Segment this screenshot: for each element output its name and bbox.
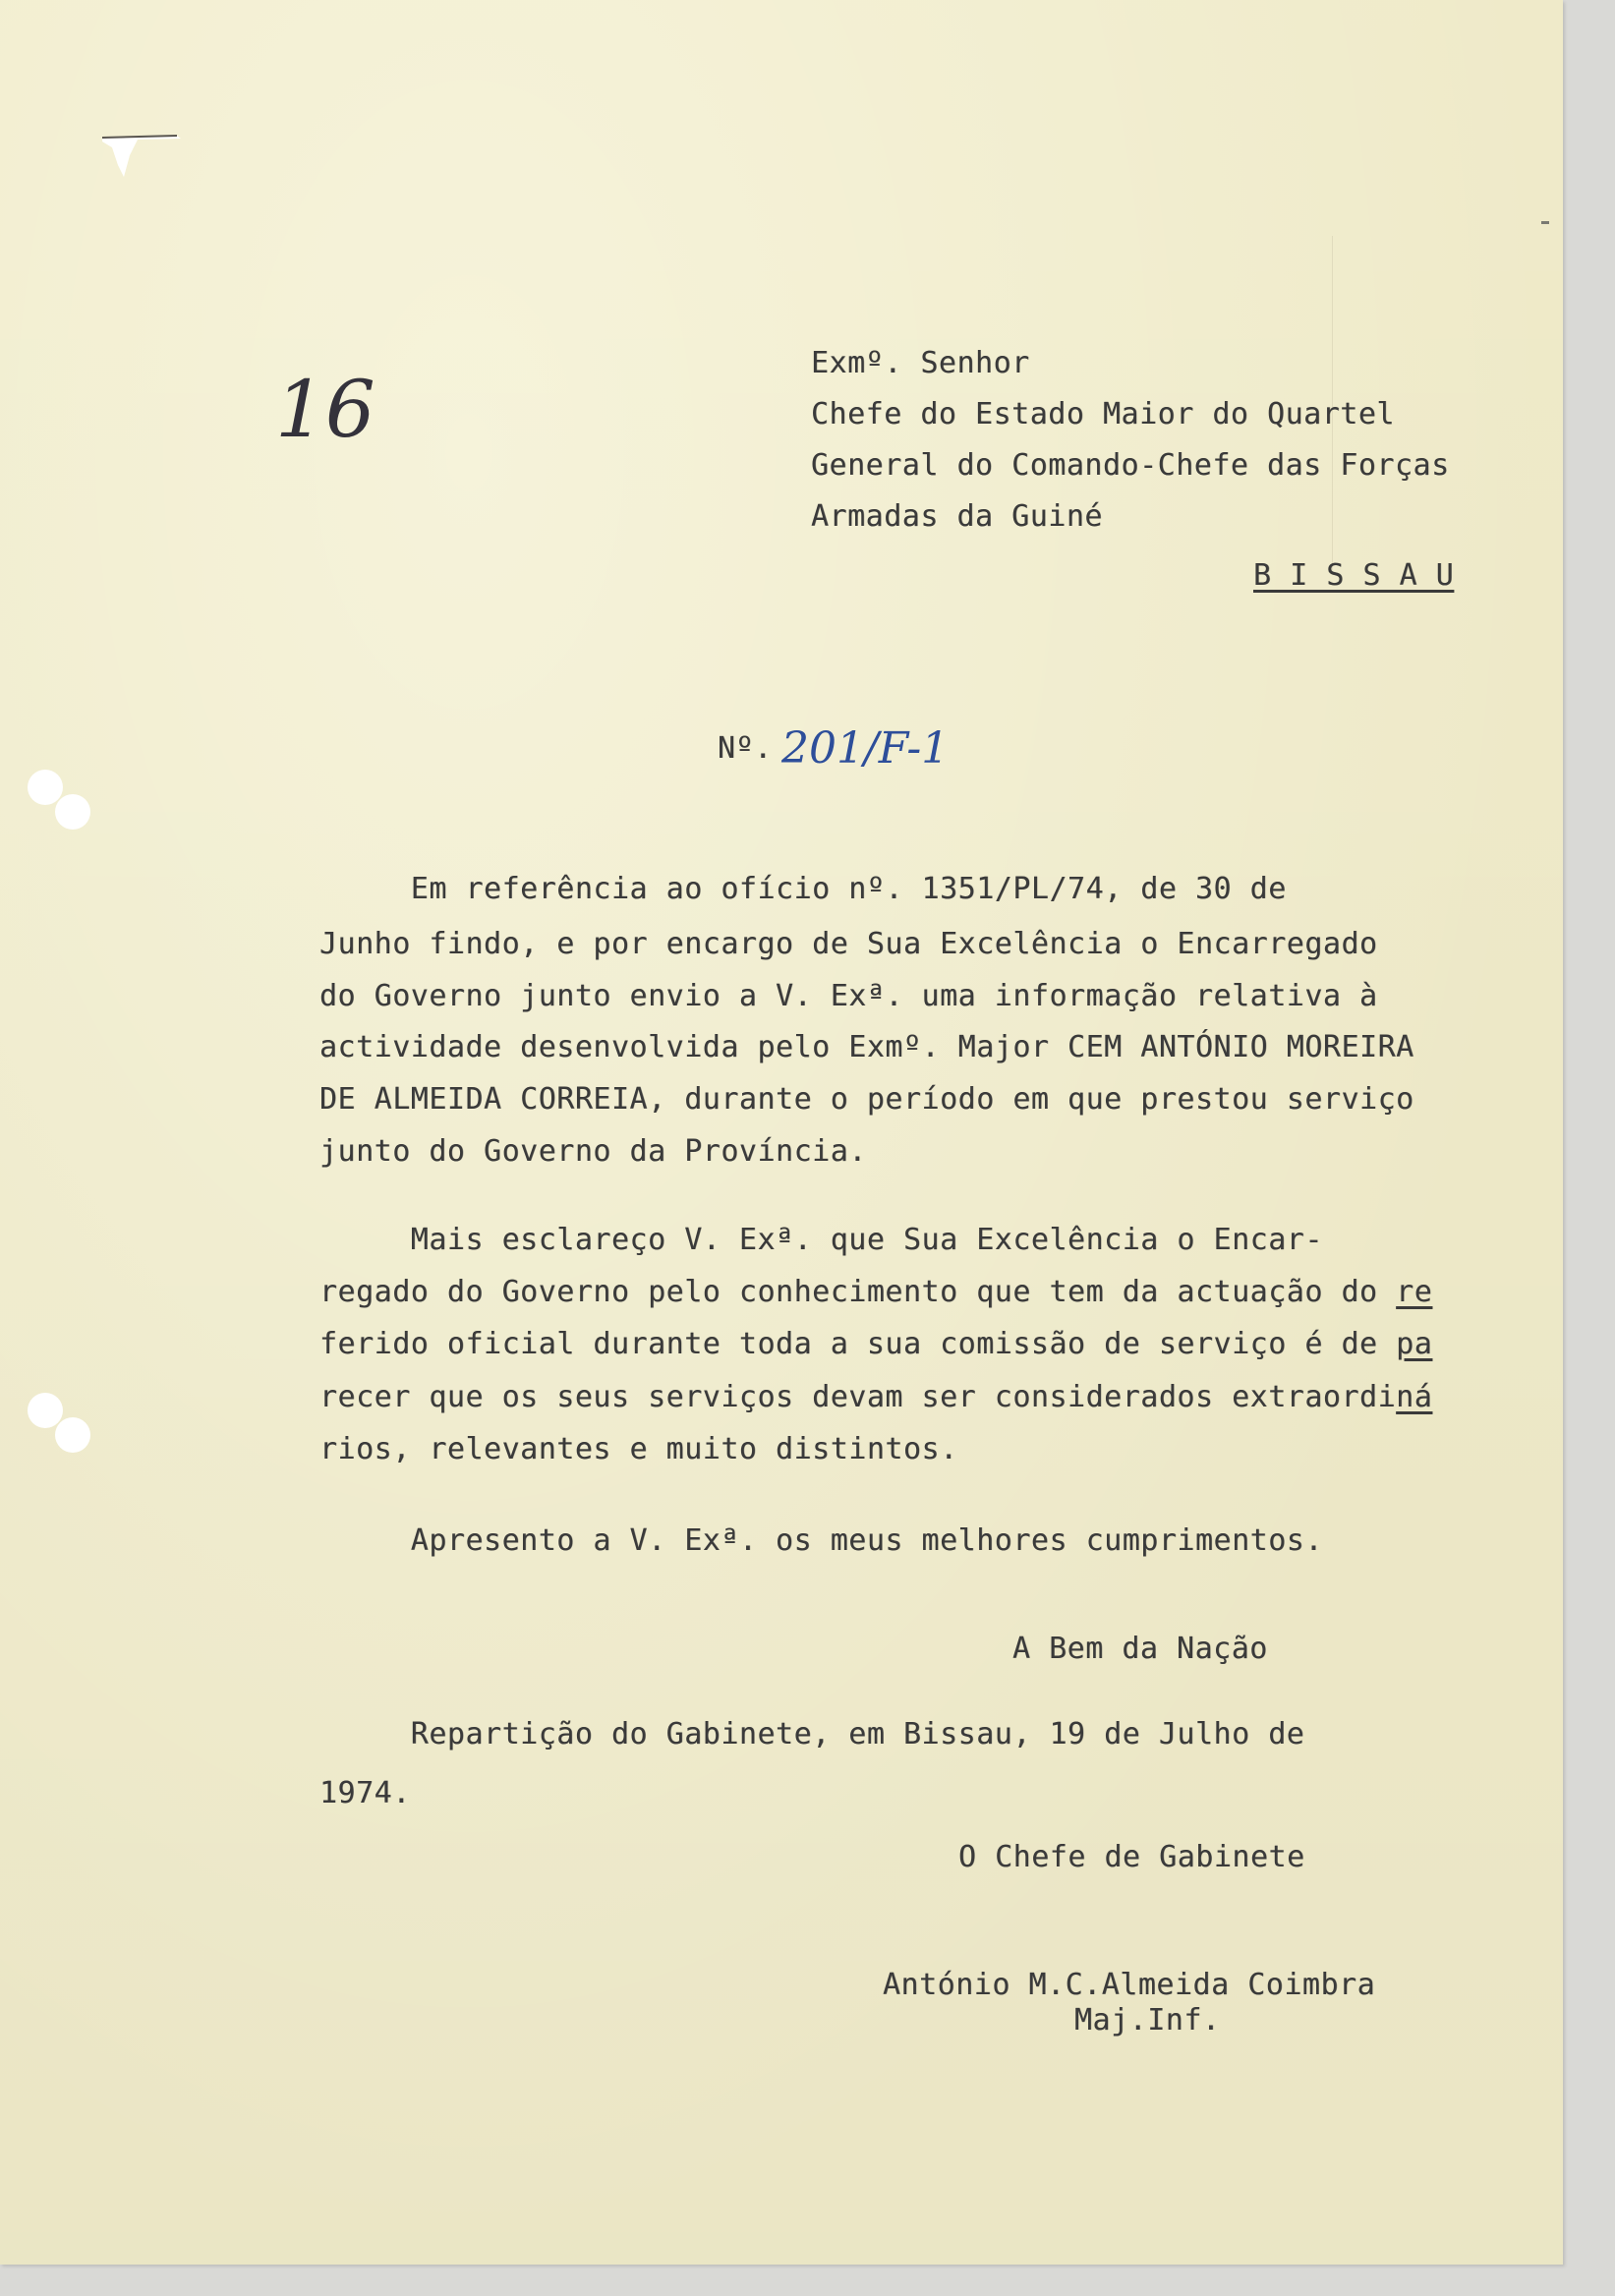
- body-line: do Governo junto envio a V. Exª. uma informação relativa à: [319, 979, 1378, 1013]
- body-line: [319, 1378, 1432, 1417]
- hyphen-fragment: ná: [1396, 1380, 1433, 1414]
- scan-mark: [1541, 221, 1549, 224]
- body-line: Mais esclareço V. Exª. que Sua Excelência o Encar-: [319, 1223, 1323, 1257]
- signer-rank: Maj.Inf.: [1074, 2003, 1221, 2038]
- punch-hole: [55, 1417, 90, 1453]
- body-line-text: recer que os seus serviços devam ser considerados extraordi: [319, 1380, 1397, 1414]
- body-line: [319, 1273, 1432, 1312]
- address-line: Armadas da Guiné: [811, 499, 1103, 534]
- hyphen-fragment: pa: [1396, 1327, 1433, 1361]
- place-date-line: Repartição do Gabinete, em Bissau, 19 de Julho de: [319, 1717, 1305, 1751]
- hyphen-fragment: re: [1396, 1275, 1433, 1309]
- body-paragraph-3: Apresento a V. Exª. os meus melhores cumprimentos.: [319, 1523, 1323, 1558]
- body-line-text: ferido oficial durante toda a sua comissão de serviço é de: [319, 1327, 1397, 1361]
- address-line: Exmº. Senhor: [811, 346, 1030, 380]
- signer-name: António M.C.Almeida Coimbra: [883, 1968, 1376, 2002]
- closing-motto: A Bem da Nação: [1012, 1632, 1268, 1666]
- body-line: Em referência ao ofício nº. 1351/PL/74, de 30 de: [319, 872, 1287, 906]
- body-line-text: regado do Governo pelo conhecimento que tem da actuação do: [319, 1275, 1397, 1309]
- body-line: [319, 1325, 1432, 1364]
- signer-title: O Chefe de Gabinete: [958, 1840, 1305, 1874]
- body-line: junto do Governo da Província.: [319, 1134, 867, 1169]
- reference-label: Nº.: [718, 731, 773, 766]
- place-date-year: 1974.: [319, 1776, 411, 1810]
- body-line: actividade desenvolvida pelo Exmº. Major CEM ANTÓNIO MOREIRA: [319, 1030, 1414, 1064]
- address-city: B I S S A U: [1253, 558, 1455, 593]
- reference-number: 201/F-1: [781, 723, 950, 774]
- punch-hole: [28, 770, 63, 805]
- punch-hole: [55, 794, 90, 830]
- handwritten-page-number: 16: [275, 364, 375, 455]
- address-line: Chefe do Estado Maior do Quartel: [811, 397, 1395, 431]
- punch-hole: [28, 1393, 63, 1428]
- body-line: DE ALMEIDA CORREIA, durante o período em que prestou serviço: [319, 1082, 1414, 1117]
- address-line: General do Comando-Chefe das Forças: [811, 448, 1450, 483]
- body-line: rios, relevantes e muito distintos.: [319, 1432, 958, 1466]
- body-line: Junho findo, e por encargo de Sua Excelência o Encarregado: [319, 927, 1378, 961]
- torn-corner-mark: [98, 126, 183, 185]
